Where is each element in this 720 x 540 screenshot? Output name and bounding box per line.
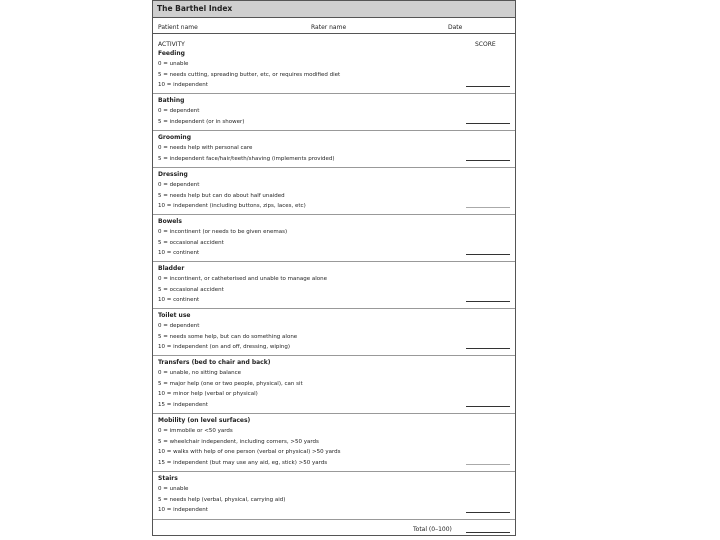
section-bowels — [153, 215, 515, 262]
scoring-option: 10 = minor help (verbal or physical) — [158, 391, 258, 397]
scoring-option: 0 = incontinent, or catheterised and unable to manage alone — [158, 276, 327, 282]
scoring-option: 5 = independent face/hair/teeth/shaving (implements provided) — [158, 155, 335, 162]
scoring-option: 0 = unable — [158, 486, 189, 492]
scoring-option: 10 = walks with help of one person (verbal or physical) >50 yards — [158, 449, 341, 455]
section-title: Grooming — [158, 134, 192, 141]
score-entry-line[interactable] — [466, 512, 510, 513]
score-entry-line[interactable] — [466, 301, 510, 302]
scoring-option: 5 = needs help but can do about half unaided — [158, 192, 285, 199]
date-label: Date — [448, 24, 463, 31]
section-title: Stairs — [158, 475, 178, 482]
scoring-option: 0 = dependent — [158, 323, 200, 329]
score-entry-line[interactable] — [466, 254, 510, 255]
section-toilet — [153, 309, 515, 356]
scoring-option: 0 = incontinent (or needs to be given enemas) — [158, 229, 288, 235]
form-header-row — [153, 18, 515, 34]
scoring-option: 5 = independent (or in shower) — [158, 118, 245, 125]
section-title: Bowels — [158, 218, 182, 225]
section-title: Feeding — [158, 50, 185, 57]
score-entry-line[interactable] — [466, 406, 510, 407]
section-bathing — [153, 94, 515, 131]
scoring-option: 0 = unable — [158, 61, 189, 67]
total-label: Total (0–100) — [413, 526, 452, 533]
scoring-option: 0 = needs help with personal care — [158, 145, 253, 151]
scoring-option: 5 = occasional accident — [158, 239, 224, 246]
scoring-option: 5 = occasional accident — [158, 286, 224, 293]
score-header: SCORE — [475, 41, 496, 48]
section-title: Toilet use — [158, 312, 191, 319]
scoring-option: 0 = dependent — [158, 182, 200, 188]
scoring-option: 10 = independent — [158, 82, 208, 88]
score-entry-line[interactable] — [466, 160, 510, 161]
scoring-option: 5 = needs some help, but can do something alone — [158, 333, 298, 340]
score-entry-line[interactable] — [466, 123, 510, 124]
total-score-line[interactable] — [466, 532, 510, 533]
scoring-option: 10 = independent — [158, 507, 208, 513]
rater-name-label: Rater name — [311, 24, 347, 31]
scoring-option: 5 = wheelchair independent, including corners, >50 yards — [158, 438, 319, 445]
scoring-option: 0 = immobile or <50 yards — [158, 428, 233, 434]
section-title: Bladder — [158, 265, 185, 272]
score-entry-line[interactable] — [466, 207, 510, 208]
section-feeding — [153, 47, 515, 94]
score-entry-line[interactable] — [466, 86, 510, 87]
score-entry-line[interactable] — [466, 348, 510, 349]
activity-header: ACTIVITY — [158, 41, 185, 48]
scoring-option: 5 = needs help (verbal, physical, carrying aid) — [158, 496, 286, 503]
section-title: Mobility (on level surfaces) — [158, 417, 251, 424]
scoring-option: 15 = independent — [158, 401, 208, 408]
section-mobility — [153, 414, 515, 472]
scoring-option: 5 = needs cutting, spreading butter, etc, or requires modified diet — [158, 71, 341, 78]
scoring-option: 10 = continent — [158, 297, 200, 303]
section-transfers — [153, 356, 515, 414]
scoring-option: 0 = unable, no sitting balance — [158, 370, 242, 376]
scoring-option: 0 = dependent — [158, 108, 200, 114]
score-entry-line[interactable] — [466, 464, 510, 465]
total-row — [153, 520, 515, 538]
section-bladder — [153, 262, 515, 309]
scoring-option: 15 = independent (but may use any aid, eg, stick) >50 yards — [158, 459, 328, 466]
section-grooming — [153, 131, 515, 168]
patient-name-label: Patient name — [158, 24, 198, 31]
section-title: Bathing — [158, 97, 185, 104]
section-title: Transfers (bed to chair and back) — [158, 359, 271, 366]
scoring-option: 10 = independent (on and off, dressing, wiping) — [158, 344, 291, 350]
column-headers — [153, 34, 515, 47]
scoring-option: 10 = continent — [158, 250, 200, 256]
scoring-option: 5 = major help (one or two people, physical), can sit — [158, 380, 303, 387]
barthel-form — [152, 0, 516, 536]
scoring-option: 10 = independent (including buttons, zips, laces, etc) — [158, 203, 306, 209]
section-stairs — [153, 472, 515, 520]
section-dressing — [153, 168, 515, 215]
activity-sections — [153, 47, 515, 520]
section-title: Dressing — [158, 171, 188, 178]
form-title: The Barthel Index — [153, 1, 515, 18]
